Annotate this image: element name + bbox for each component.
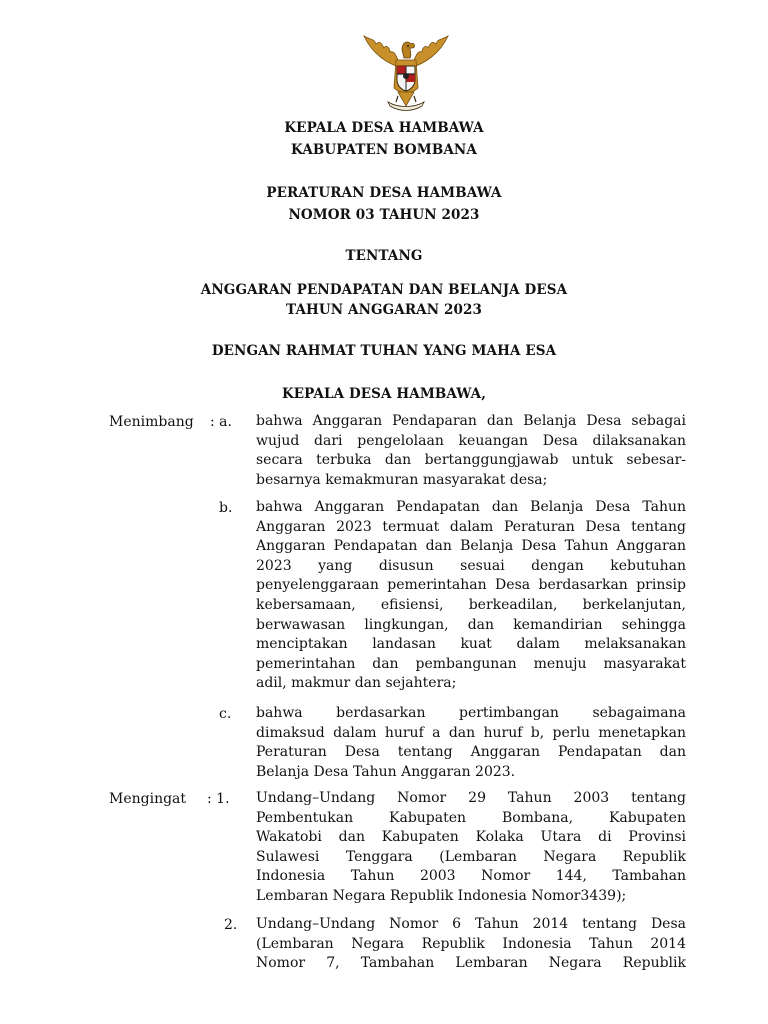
text-line: Belanja Desa Tahun Anggaran 2023. — [256, 763, 516, 780]
mengingat-label: Mengingat — [109, 791, 187, 807]
text-line: adil, makmur dan sejahtera; — [256, 675, 457, 692]
text-line: pemerintahan dan pembangunan menuju masyarakat — [256, 655, 686, 672]
text-line: menciptakan landasan kuat dalam melaksanakan — [256, 636, 686, 653]
text-line: Indonesia Tahun 2003 Nomor 144, Tambahan — [256, 868, 686, 885]
header-line-5: TENTANG — [345, 248, 423, 264]
text-line: kebersamaan, efisiensi, berkeadilan, berkelanjutan, — [256, 596, 686, 613]
text-line: (Lembaran Negara Republik Indonesia Tahun 2014 — [256, 935, 686, 952]
text-line: wujud dari pengelolaan keuangan Desa dilaksanakan — [256, 432, 686, 449]
text-line: berwawasan lingkungan, dan kemandirian sehingga — [256, 616, 686, 633]
text-line: Nomor 7, Tambahan Lembaran Negara Republik — [256, 955, 686, 972]
text-line: dimaksud dalam huruf a dan huruf b, perlu menetapkan — [256, 724, 686, 741]
text-line: Undang–Undang Nomor 6 Tahun 2014 tentang Desa — [256, 916, 686, 932]
header-line-8: DENGAN RAHMAT TUHAN YANG MAHA ESA — [211, 343, 557, 359]
text-line: Lembaran Negara Republik Indonesia Nomor3439); — [256, 887, 627, 904]
text-line: Undang–Undang Nomor 29 Tahun 2003 tentang — [256, 790, 686, 806]
text-line: bahwa berdasarkan pertimbangan sebagaimana — [256, 705, 686, 721]
mengingat-item-1 — [256, 789, 686, 907]
text-line: Sulawesi Tenggara (Lembaran Negara Republik — [256, 848, 686, 865]
text-line: Anggaran 2023 termuat dalam Peraturan Desa tentang — [256, 518, 686, 535]
header-line-1: KEPALA DESA HAMBAWA — [284, 120, 484, 136]
text-line: penyelenggaraan pemerintahan Desa berdasarkan prinsip — [256, 577, 686, 594]
menimbang-item-b — [256, 498, 686, 694]
text-line: bahwa Anggaran Pendapatan dan Belanja Desa Tahun — [256, 499, 686, 515]
menimbang-label: Menimbang — [109, 414, 194, 430]
menimbang-marker-c: c. — [219, 706, 232, 722]
header-line-6: ANGGARAN PENDAPATAN DAN BELANJA DESA — [200, 282, 568, 298]
mengingat-marker-2: 2. — [224, 917, 238, 933]
text-line: 2023 yang disusun sesuai dengan kebutuhan — [256, 557, 686, 574]
header-line-3: PERATURAN DESA HAMBAWA — [266, 185, 502, 201]
menimbang-marker-b: b. — [219, 500, 233, 516]
text-line: Peraturan Desa tentang Anggaran Pendapatan dan — [256, 744, 686, 761]
menimbang-marker-a: : a. — [210, 414, 232, 430]
text-line: Wakatobi dan Kabupaten Kolaka Utara di Provinsi — [256, 829, 686, 846]
mengingat-item-2 — [256, 915, 686, 974]
garuda-emblem-icon — [358, 28, 454, 114]
text-line: Pembentukan Kabupaten Bombana, Kabupaten — [256, 809, 686, 826]
header-line-7: TAHUN ANGGARAN 2023 — [286, 302, 482, 318]
text-line: secara terbuka dan bertanggungjawab untuk sebesar- — [256, 452, 686, 469]
mengingat-marker-1: : 1. — [207, 791, 230, 807]
menimbang-item-a — [256, 412, 686, 490]
text-line: besarnya kemakmuran masyarakat desa; — [256, 471, 548, 488]
menimbang-item-c — [256, 704, 686, 782]
text-line: Anggaran Pendapatan dan Belanja Desa Tahun Anggaran — [256, 538, 686, 555]
header-line-9: KEPALA DESA HAMBAWA, — [281, 386, 487, 402]
header-line-4: NOMOR 03 TAHUN 2023 — [288, 207, 480, 223]
header-line-2: KABUPATEN BOMBANA — [291, 142, 477, 158]
text-line: bahwa Anggaran Pendaparan dan Belanja Desa sebagai — [256, 413, 686, 429]
